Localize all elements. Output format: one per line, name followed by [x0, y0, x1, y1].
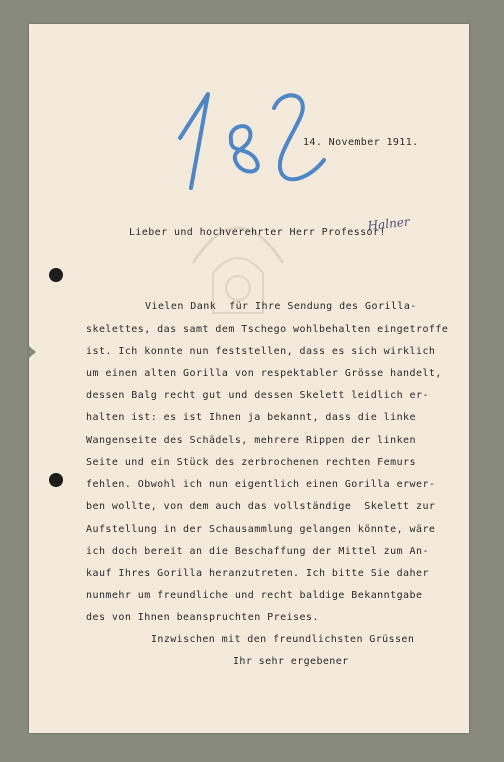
- body-line: kauf Ihres Gorilla heranzutreten. Ich bitte Sie daher: [86, 568, 429, 579]
- body-line: fehlen. Obwohl ich nun eigentlich einen Gorilla erwer-: [86, 479, 436, 490]
- punch-hole-bottom: [49, 473, 63, 487]
- body-line: nunmehr um freundliche und recht baldige Bekanntgabe: [86, 590, 423, 601]
- handwritten-name: Halner: [367, 214, 411, 233]
- letter-date: 14. November 1911.: [303, 137, 419, 148]
- body-line: um einen alten Gorilla von respektabler Grösse handelt,: [86, 368, 442, 379]
- body-line: ben wollte, von dem auch das vollständige Skelett zur: [86, 501, 436, 512]
- body-line: dessen Balg recht gut und dessen Skelett leidlich er-: [86, 390, 429, 401]
- page-edge-notch: [29, 346, 36, 358]
- body-line: skelettes, das samt dem Tschego wohlbehalten eingetroffe: [86, 324, 449, 335]
- closing-signoff: Ihr sehr ergebener: [233, 656, 349, 667]
- body-line: ich doch bereit an die Beschaffung der Mittel zum An-: [86, 546, 429, 557]
- body-line: Vielen Dank für Ihre Sendung des Gorilla-: [145, 301, 417, 312]
- body-line: Wangenseite des Schädels, mehrere Rippen der linken: [86, 435, 416, 446]
- body-line: Aufstellung in der Schausammlung gelangen könnte, wäre: [86, 524, 436, 535]
- body-line: ist. Ich konnte nun feststellen, dass es sich wirklich: [86, 346, 436, 357]
- body-line: des von Ihnen beanspruchten Preises.: [86, 612, 319, 623]
- closing-greeting: Inzwischen mit den freundlichsten Grüssen: [151, 634, 415, 645]
- salutation: Lieber und hochverehrter Herr Professor!: [129, 227, 386, 238]
- body-line: halten ist: es ist Ihnen ja bekannt, dass die linke: [86, 412, 416, 423]
- body-line: Seite und ein Stück des zerbrochenen rechten Femurs: [86, 457, 416, 468]
- punch-hole-top: [49, 268, 63, 282]
